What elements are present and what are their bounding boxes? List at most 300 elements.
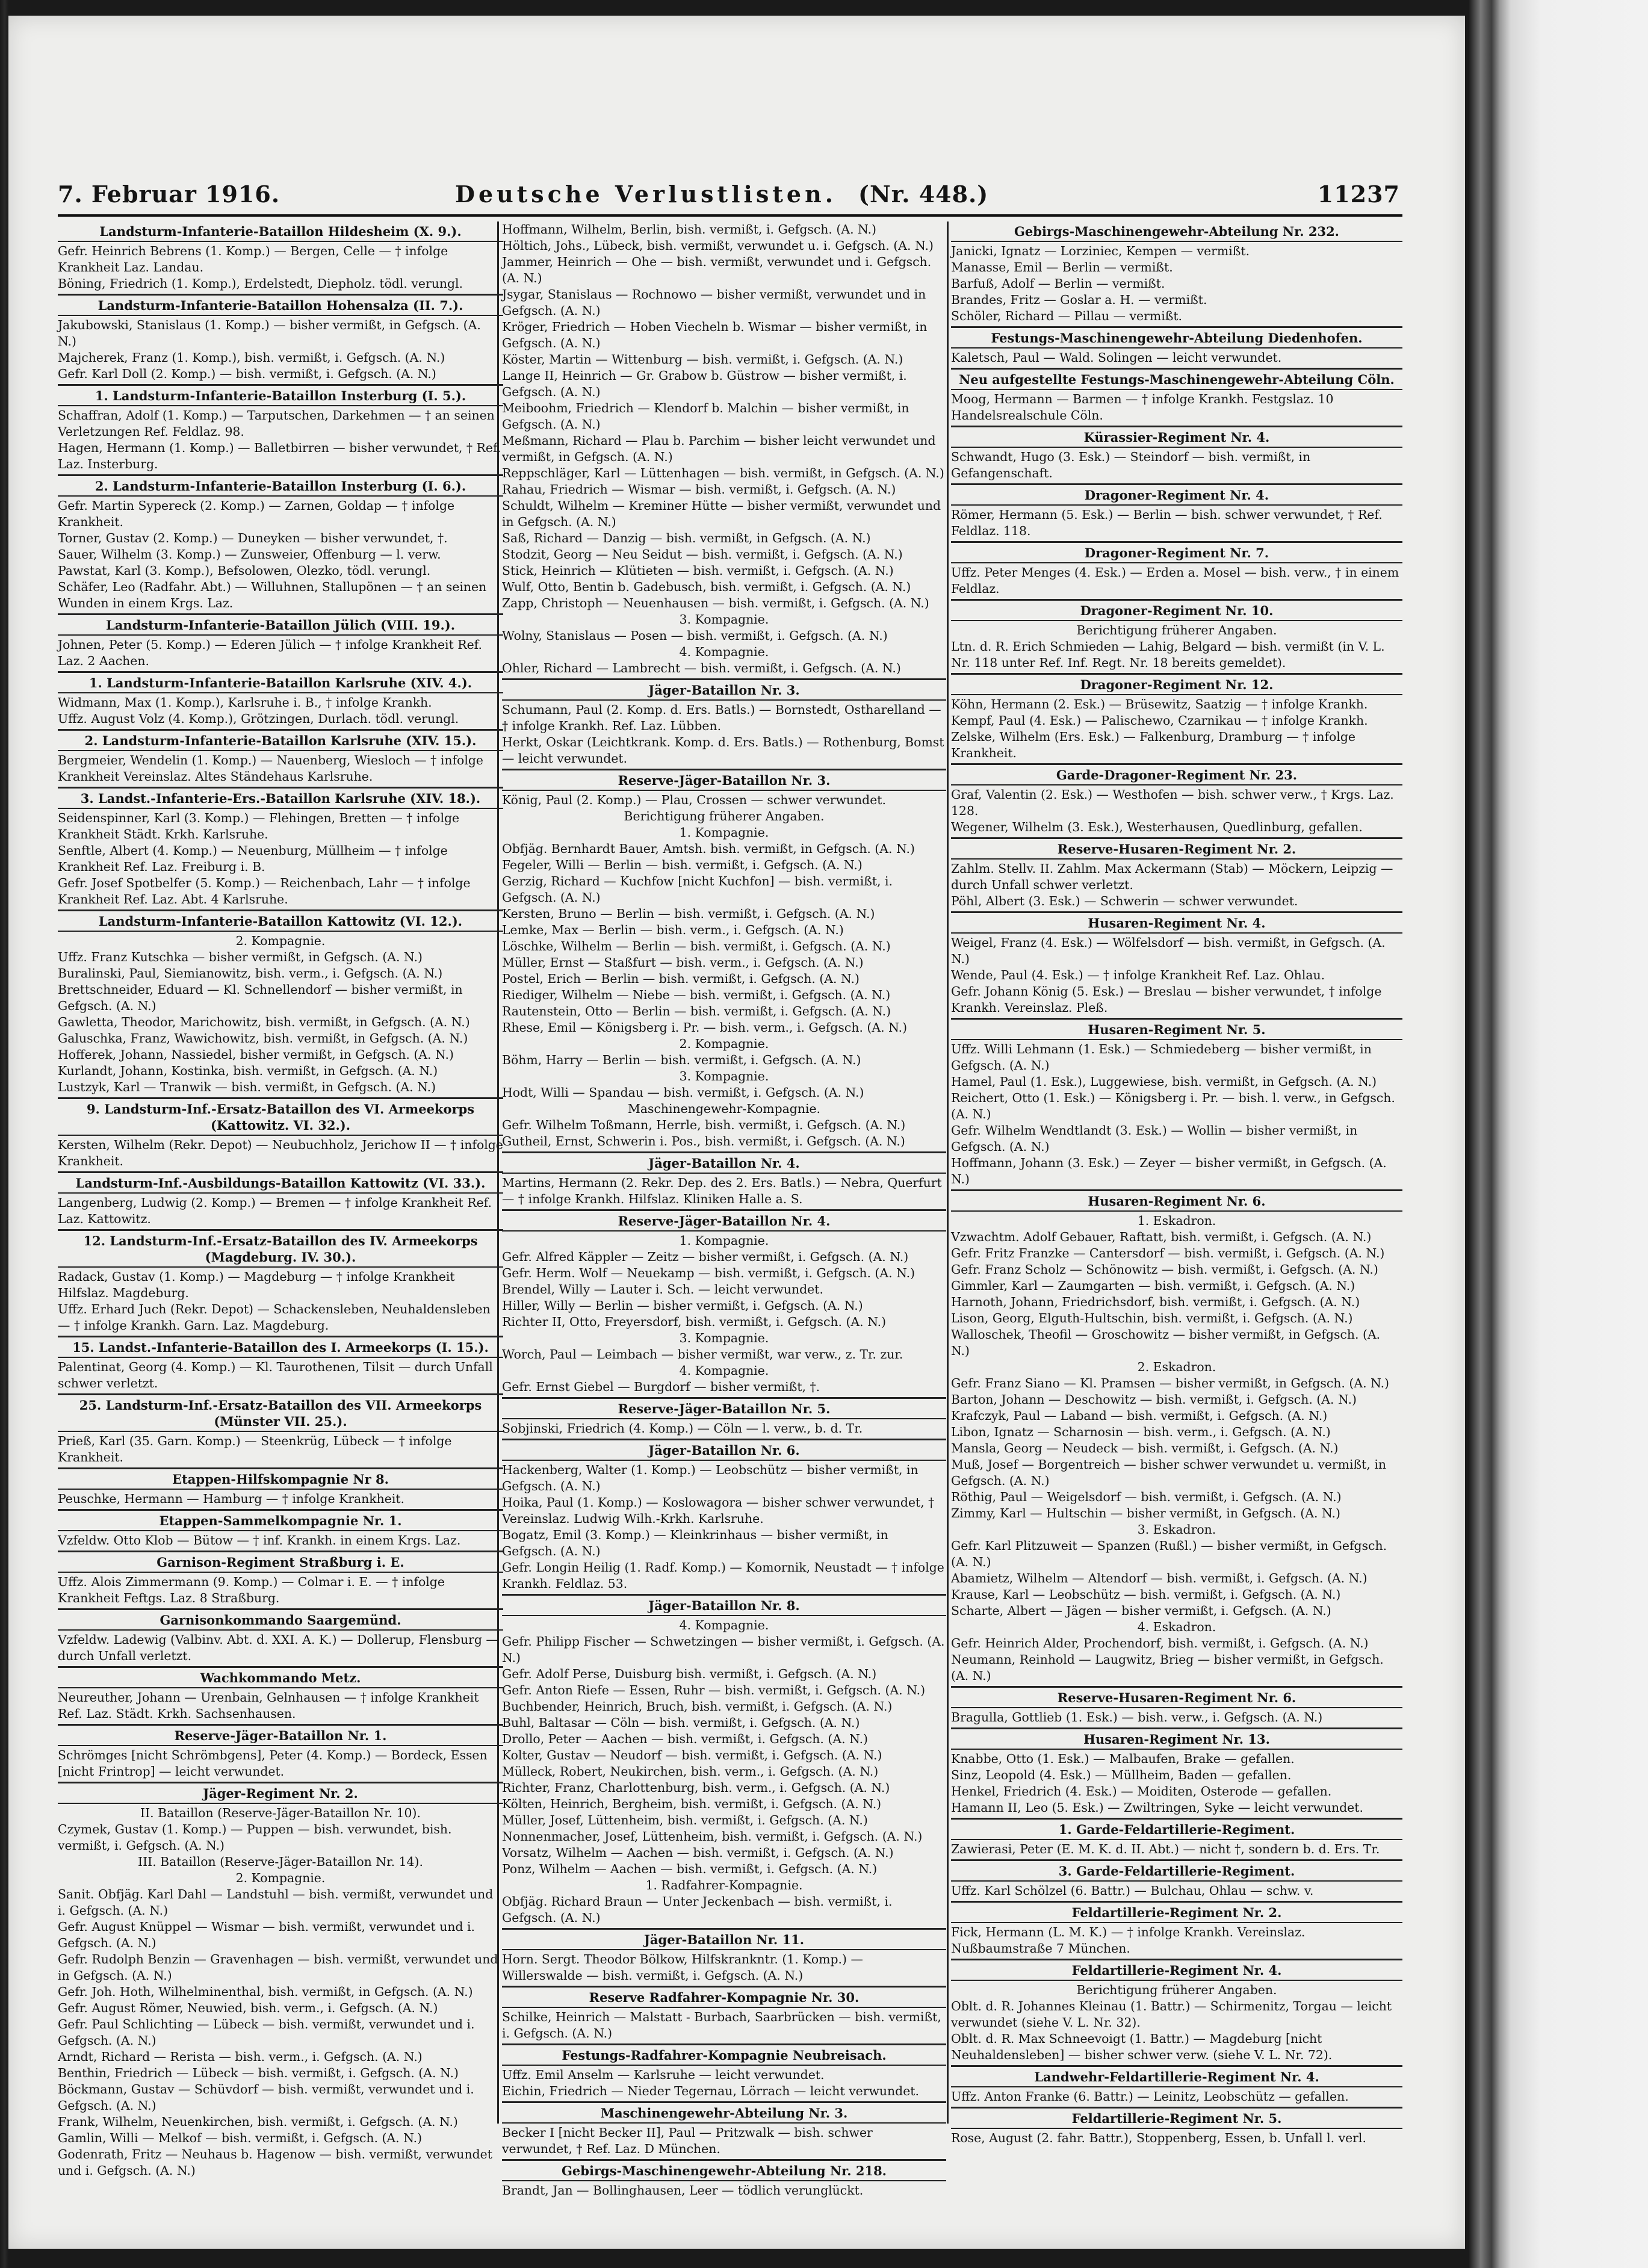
section-heading: Jäger-Regiment Nr. 2. (58, 1783, 503, 1804)
casualty-entry: Hodt, Willi — Spandau — bish. vermißt, i. Gefgsch. (A. N.) (502, 1085, 864, 1100)
regiment-section (502, 1594, 946, 1926)
regiment-section (58, 1336, 503, 1392)
casualty-entry: Buhl, Baltasar — Cöln — bish. vermißt, i. Gefgsch. (A. N.) (502, 1715, 860, 1730)
section-heading: 2. Landsturm-Infanterie-Bataillon Insterburg (I. 6.). (58, 476, 503, 497)
section-subheading: Berichtigung früherer Angaben. (624, 809, 825, 823)
regiment-section (951, 763, 1402, 835)
casualty-entry: Lison, Georg, Elguth-Hultschin, bish. vermißt, i. Gefgsch. (A. N.) (951, 1311, 1353, 1325)
casualty-entry: Gefr. Wilhelm Wendtlandt (3. Esk.) — Wollin — bisher vermißt, in Gefgsch. (A. N.) (951, 1123, 1358, 1154)
casualty-entry: Gamlin, Willi — Melkof — bish. vermißt, i. Gefgsch. (A. N.) (58, 2131, 423, 2145)
casualty-entry: Sauer, Wilhelm (3. Komp.) — Zunsweier, Offenburg — l. verw. (58, 547, 441, 562)
casualty-entry: Galuschka, Franz, Wawichowitz, bish. vermißt, in Gefgsch. (A. N.) (58, 1031, 468, 1046)
section-heading: 25. Landsturm-Inf.-Ersatz-Bataillon des VII. Armeekorps (Münster VII. 25.). (58, 1395, 503, 1432)
regiment-section (58, 222, 503, 292)
section-heading: Dragoner-Regiment Nr. 10. (951, 601, 1402, 621)
regiment-section (951, 326, 1402, 366)
casualty-entry: Uffz. August Volz (4. Komp.), Grötzingen, Durlach. tödl. verungl. (58, 711, 459, 726)
casualty-entry: Frank, Wilhelm, Neuenkirchen, bish. vermißt, i. Gefgsch. (A. N.) (58, 2115, 458, 2129)
section-heading: 3. Landst.-Infanterie-Ers.-Bataillon Karlsruhe (XIV. 18.). (58, 789, 503, 809)
casualty-entry: Moog, Hermann — Barmen — † infolge Krankh. Festgslaz. 10 Handelsrealschule Cöln. (951, 392, 1334, 423)
casualty-entry: Radack, Gustav (1. Komp.) — Magdeburg — † infolge Krankheit Hilfslaz. Magdeburg. (58, 1269, 455, 1300)
section-heading: Garnisonkommando Saargemünd. (58, 1610, 503, 1631)
casualty-entry: Vzfeldw. Otto Klob — Bütow — † inf. Krankh. in einem Krgs. Laz. (58, 1533, 461, 1548)
regiment-section (951, 599, 1402, 671)
casualty-entry: Uffz. Alois Zimmermann (9. Komp.) — Colmar i. E. — † infolge Krankheit Feftgs. Laz. 8 Straßburg. (58, 1575, 445, 1605)
section-heading: Festungs-Radfahrer-Kompagnie Neubreisach. (502, 2045, 946, 2066)
casualty-entry: Zimmy, Karl — Hultschin — bisher vermißt, in Gefgsch. (A. N.) (951, 1506, 1340, 1520)
casualty-entry: Horn. Sergt. Theodor Bölkow, Hilfskrankntr. (1. Komp.) — Willerswalde — bish. vermißt, i. Gefgsch. (A. N.) (502, 1952, 863, 1983)
casualty-entry: Obfjäg. Richard Braun — Unter Jeckenbach — bish. vermißt, i. Gefgsch. (A. N.) (502, 1894, 893, 1925)
section-heading: Jäger-Bataillon Nr. 6. (502, 1440, 946, 1461)
casualty-entry: Godenrath, Fritz — Neuhaus b. Hagenow — bish. vermißt, verwundet und i. Gefgsch. (A. N.) (58, 2147, 492, 2178)
header-date: 7. Februar 1916. (58, 181, 280, 208)
regiment-section (58, 1097, 503, 1170)
casualty-entry: Lemke, Max — Berlin — bish. verm., i. Gefgsch. (A. N.) (502, 923, 844, 937)
section-heading: Feldartillerie-Regiment Nr. 2. (951, 1903, 1402, 1923)
casualty-entry: Drollo, Peter — Aachen — bish. vermißt, i. Gefgsch. (A. N.) (502, 1732, 869, 1746)
casualty-entry: Hoffmann, Johann (3. Esk.) — Zeyer — bisher vermißt, in Gefgsch. (A. N.) (951, 1156, 1387, 1186)
casualty-entry: Schäfer, Leo (Radfahr. Abt.) — Willuhnen, Stallupönen — † an seinen Wunden in einem Krgs. Laz. (58, 580, 487, 610)
regiment-section (951, 1189, 1402, 1684)
casualty-entry: Pawstat, Karl (3. Komp.), Befsolowen, Olezko, tödl. verungl. (58, 563, 431, 578)
casualty-entry: Költen, Heinrich, Bergheim, bish. vermißt, i. Gefgsch. (A. N.) (502, 1797, 882, 1811)
casualty-entry: Walloschek, Theofil — Groschowitz — bisher vermißt, in Gefgsch. (A. N.) (951, 1327, 1381, 1358)
casualty-entry: Krafczyk, Paul — Laband — bish. vermißt, i. Gefgsch. (A. N.) (951, 1408, 1328, 1423)
section-heading: Etappen-Sammelkompagnie Nr. 1. (58, 1511, 503, 1531)
regiment-section (502, 2043, 946, 2099)
section-subheading: Berichtigung früherer Angaben. (1076, 623, 1277, 637)
casualty-entry: Gefr. Anton Riefe — Essen, Ruhr — bish. vermißt, i. Gefgsch. (A. N.) (502, 1683, 926, 1697)
casualty-entry: Gefr. Paul Schlichting — Lübeck — bish. vermißt, verwundet und i. Gefgsch. (A. N.) (58, 2017, 475, 2048)
casualty-entry: Schöler, Richard — Pillau — vermißt. (951, 309, 1183, 323)
casualty-entry: Gimmler, Karl — Zaumgarten — bish. vermißt, i. Gefgsch. (A. N.) (951, 1278, 1355, 1293)
section-subheading: 2. Kompagnie. (679, 1036, 769, 1051)
regiment-section (951, 2107, 1402, 2146)
casualty-entry: Vzwachtm. Adolf Gebauer, Raftatt, bish. vermißt, i. Gefgsch. (A. N.) (951, 1230, 1372, 1244)
section-heading: Landsturm-Infanterie-Bataillon Jülich (VIII. 19.). (58, 615, 503, 636)
column-divider (947, 222, 949, 2124)
casualty-entry: Wulf, Otto, Bentin b. Gadebusch, bish. vermißt, i. Gefgsch. (A. N.) (502, 580, 911, 594)
section-heading: Dragoner-Regiment Nr. 12. (951, 675, 1402, 695)
section-subheading: 1. Eskadron. (1137, 1213, 1216, 1228)
section-subheading: 1. Radfahrer-Kompagnie. (645, 1878, 803, 1892)
casualty-entry: Zapp, Christoph — Neuenhausen — bish. vermißt, i. Gefgsch. (A. N.) (502, 596, 929, 610)
casualty-entry: Rautenstein, Otto — Berlin — bish. vermißt, i. Gefgsch. (A. N.) (502, 1004, 891, 1018)
section-subheading: 3. Eskadron. (1137, 1522, 1216, 1537)
casualty-entry: Mülleck, Robert, Neukirchen, bish. verm., i. Gefgsch. (A. N.) (502, 1764, 879, 1779)
section-heading: Dragoner-Regiment Nr. 7. (951, 543, 1402, 563)
casualty-entry: Gutheil, Ernst, Schwerin i. Pos., bish. vermißt, i. Gefgsch. (A. N.) (502, 1134, 905, 1148)
casualty-entry: Gefr. Ernst Giebel — Burgdorf — bisher vermißt, †. (502, 1380, 820, 1394)
section-heading: Reserve Radfahrer-Kompagnie Nr. 30. (502, 1988, 946, 2008)
section-heading: Husaren-Regiment Nr. 5. (951, 1020, 1402, 1040)
casualty-entry: Gefr. Martin Sypereck (2. Komp.) — Zarnen, Goldap — † infolge Krankheit. (58, 498, 455, 529)
header-page-number: 11237 (1317, 181, 1400, 208)
casualty-entry: Seidenspinner, Karl (3. Komp.) — Flehingen, Bretten — † infolge Krankheit Städt. Krkh. Karlsruhe. (58, 811, 460, 841)
column-3 (951, 222, 1402, 2145)
casualty-entry: Wegener, Wilhelm (3. Esk.), Westerhausen, Quedlinburg, gefallen. (951, 820, 1363, 834)
casualty-entry: Gerzig, Richard — Kuchfow [nicht Kuchfon] — bish. vermißt, i. Gefgsch. (A. N.) (502, 874, 893, 905)
casualty-entry: Johnen, Peter (5. Komp.) — Ederen Jülich — † infolge Krankheit Ref. Laz. 2 Aachen. (58, 637, 482, 668)
casualty-entry: Gefr. Johann König (5. Esk.) — Breslau — bisher verwundet, † infolge Krankh. Vereinslaz. Pleß. (951, 984, 1382, 1015)
casualty-entry: Meiboohm, Friedrich — Klendorf b. Malchin — bisher vermißt, in Gefgsch. (A. N.) (502, 401, 909, 432)
casualty-entry: Gefr. Franz Siano — Kl. Pramsen — bisher vermißt, in Gefgsch. (A. N.) (951, 1376, 1390, 1390)
casualty-entry: Gefr. Heinrich Bebrens (1. Komp.) — Bergen, Celle — † infolge Krankheit Laz. Landau. (58, 244, 448, 274)
regiment-section (502, 1397, 946, 1437)
casualty-entry: Buralinski, Paul, Siemianowitz, bish. verm., i. Gefgsch. (A. N.) (58, 966, 443, 981)
casualty-entry: Rose, August (2. fahr. Battr.), Stoppenberg, Essen, b. Unfall l. verl. (951, 2131, 1366, 2145)
casualty-entry: Uffz. Karl Schölzel (6. Battr.) — Bulchau, Ohlau — schw. v. (951, 1883, 1314, 1898)
section-heading: Jäger-Bataillon Nr. 8. (502, 1596, 946, 1616)
casualty-entry: Worch, Paul — Leimbach — bisher vermißt, war verw., z. Tr. zur. (502, 1347, 903, 1362)
section-heading: Festungs-Maschinengewehr-Abteilung Diedenhofen. (951, 328, 1402, 349)
casualty-entry: Uffz. Anton Franke (6. Battr.) — Leinitz, Leobschütz — gefallen. (951, 2089, 1349, 2104)
casualty-entry: Gefr. Rudolph Benzin — Gravenhagen — bish. vermißt, verwundet und in Gefgsch. (A. N.) (58, 1952, 498, 1983)
section-heading: Garde-Dragoner-Regiment Nr. 23. (951, 765, 1402, 785)
casualty-entry: Schumann, Paul (2. Komp. d. Ers. Batls.) — Bornstedt, Ostharelland — † infolge Krankh. Ref. Laz. Lübben. (502, 702, 941, 733)
section-subheading: 2. Kompagnie. (235, 934, 326, 948)
section-subheading: 3. Kompagnie. (679, 1331, 769, 1345)
section-heading: Gebirgs-Maschinengewehr-Abteilung Nr. 218. (502, 2161, 946, 2181)
casualty-entry: Rhese, Emil — Königsberg i. Pr. — bish. verm., i. Gefgsch. (A. N.) (502, 1020, 908, 1035)
casualty-entry: Uffz. Emil Anselm — Karlsruhe — leicht verwundet. (502, 2068, 825, 2082)
regiment-section (951, 1818, 1402, 1857)
casualty-entry: Römer, Hermann (5. Esk.) — Berlin — bish. schwer verwundet, † Ref. Feldlaz. 118. (951, 507, 1383, 538)
casualty-entry: Zahlm. Stellv. II. Zahlm. Max Ackermann (Stab) — Möckern, Leipzig — durch Unfall schwer verletzt. (951, 861, 1393, 892)
casualty-entry: Löschke, Wilhelm — Berlin — bish. vermißt, i. Gefgsch. (A. N.) (502, 939, 891, 953)
regiment-section (58, 1509, 503, 1549)
section-heading: 2. Landsturm-Infanterie-Bataillon Karlsruhe (XIV. 15.). (58, 731, 503, 751)
regiment-section (58, 671, 503, 727)
section-subheading: 4. Kompagnie. (679, 645, 769, 659)
section-heading: Neu aufgestellte Festungs-Maschinengewehr-Abteilung Cöln. (951, 370, 1402, 390)
regiment-section (502, 1209, 946, 1395)
section-heading: Reserve-Jäger-Bataillon Nr. 4. (502, 1211, 946, 1232)
regiment-section (951, 1686, 1402, 1726)
casualty-entry: Schwandt, Hugo (3. Esk.) — Steindorf — bish. vermißt, in Gefangenschaft. (951, 450, 1311, 480)
casualty-entry: Graf, Valentin (2. Esk.) — Westhofen — bish. schwer verw., † Krgs. Laz. 128. (951, 787, 1394, 818)
casualty-entry: Hoffmann, Wilhelm, Berlin, bish. vermißt, i. Gefgsch. (A. N.) (502, 222, 877, 237)
casualty-entry: Lustzyk, Karl — Tranwik — bish. vermißt, in Gefgsch. (A. N.) (58, 1080, 436, 1094)
casualty-entry: Harnoth, Johann, Friedrichsdorf, bish. vermißt, i. Gefgsch. (A. N.) (951, 1295, 1360, 1309)
section-heading: Reserve-Husaren-Regiment Nr. 6. (951, 1688, 1402, 1708)
casualty-entry: Müller, Josef, Lüttenheim, bish. vermißt, i. Gefgsch. (A. N.) (502, 1813, 868, 1827)
casualty-entry: Gefr. Franz Scholz — Schönowitz — bish. vermißt, i. Gefgsch. (A. N.) (951, 1262, 1378, 1277)
casualty-entry: Ponz, Wilhelm — Aachen — bish. vermißt, i. Gefgsch. (A. N.) (502, 1862, 878, 1876)
casualty-entry: Torner, Gustav (2. Komp.) — Duneyken — bisher verwundet, †. (58, 531, 448, 545)
casualty-entry: Nonnenmacher, Josef, Lüttenheim, bish. vermißt, i. Gefgsch. (A. N.) (502, 1829, 923, 1844)
regiment-section (58, 474, 503, 612)
casualty-entry: Hamel, Paul (1. Esk.), Luggewiese, bish. vermißt, in Gefgsch. (A. N.) (951, 1074, 1377, 1089)
casualty-entry: Schuldt, Wilhelm — Kreminer Hütte — bisher vermißt, verwundet und in Gefgsch. (A. N.) (502, 498, 941, 529)
section-heading: 1. Landsturm-Infanterie-Bataillon Insterburg (I. 5.). (58, 386, 503, 406)
section-subheading: 4. Eskadron. (1137, 1620, 1216, 1634)
casualty-entry: Gefr. August Römer, Neuwied, bish. verm., i. Gefgsch. (A. N.) (58, 2001, 438, 2015)
casualty-entry: Abamietz, Wilhelm — Altendorf — bish. vermißt, i. Gefgsch. (A. N.) (951, 1571, 1368, 1585)
casualty-entry: Czymek, Gustav (1. Komp.) — Puppen — bish. verwundet, bish. vermißt, i. Gefgsch. (A. N.) (58, 1822, 452, 1853)
casualty-entry: Majcherek, Franz (1. Komp.), bish. vermißt, i. Gefgsch. (A. N.) (58, 350, 445, 365)
casualty-entry: Röthig, Paul — Weigelsdorf — bish. vermißt, i. Gefgsch. (A. N.) (951, 1490, 1342, 1504)
section-subheading: Maschinengewehr-Kompagnie. (627, 1101, 821, 1116)
regiment-section (951, 1901, 1402, 1957)
section-heading: Landsturm-Infanterie-Bataillon Hildesheim (X. 9.). (58, 222, 503, 242)
casualty-entry: Eichin, Friedrich — Nieder Tegernau, Lörrach — leicht verwundet. (502, 2084, 919, 2098)
regiment-section (502, 1928, 946, 1984)
regiment-section (58, 384, 503, 472)
casualty-entry: Gawletta, Theodor, Marichowitz, bish. vermißt, in Gefgsch. (A. N.) (58, 1015, 470, 1029)
casualty-entry: Köster, Martin — Wittenburg — bish. vermißt, i. Gefgsch. (A. N.) (502, 352, 903, 367)
casualty-entry: Gefr. Longin Heilig (1. Radf. Komp.) — Komornik, Neustadt — † infolge Krankh. Feldlaz. 53. (502, 1560, 944, 1591)
casualty-entry: Ohler, Richard — Lambrecht — bish. vermißt, i. Gefgsch. (A. N.) (502, 661, 901, 675)
casualty-entry: Prieß, Karl (35. Garn. Komp.) — Steenkrüg, Lübeck — † infolge Krankheit. (58, 1434, 452, 1464)
casualty-entry: Widmann, Max (1. Komp.), Karlsruhe i. B., † infolge Krankh. (58, 695, 432, 710)
casualty-entry: Stick, Heinrich — Klütieten — bish. vermißt, i. Gefgsch. (A. N.) (502, 563, 894, 578)
casualty-entry: Uffz. Franz Kutschka — bisher vermißt, in Gefgsch. (A. N.) (58, 950, 423, 964)
casualty-entry: Zawierasi, Peter (E. M. K. d. II. Abt.) — nicht †, sondern b. d. Ers. Tr. (951, 1842, 1380, 1856)
casualty-entry: Arndt, Richard — Rerista — bish. verm., i. Gefgsch. (A. N.) (58, 2050, 423, 2064)
casualty-entry: Gefr. Josef Spotbelfer (5. Komp.) — Reichenbach, Lahr — † infolge Krankheit Ref. Laz. Abt. 4 Karlsruhe. (58, 876, 471, 906)
casualty-entry: Brettschneider, Eduard — Kl. Schnellendorf — bisher vermißt, in Gefgsch. (A. N.) (58, 982, 463, 1013)
regiment-section (58, 1467, 503, 1507)
section-heading: Reserve-Jäger-Bataillon Nr. 1. (58, 1726, 503, 1746)
casualty-entry: Brandes, Fritz — Goslar a. H. — vermißt. (951, 293, 1207, 307)
regiment-section (951, 541, 1402, 597)
casualty-entry: Gefr. Heinrich Alder, Prochendorf, bish. vermißt, i. Gefgsch. (A. N.) (951, 1636, 1369, 1650)
regiment-section (951, 1959, 1402, 2063)
casualty-entry: Müller, Ernst — Staßfurt — bish. verm., i. Gefgsch. (A. N.) (502, 955, 864, 970)
section-subheading: 3. Kompagnie. (679, 612, 769, 627)
casualty-entry: Scharte, Albert — Jägen — bisher vermißt, i. Gefgsch. (A. N.) (951, 1603, 1331, 1618)
section-heading: Feldartillerie-Regiment Nr. 4. (951, 1960, 1402, 1981)
casualty-entry: Rahau, Friedrich — Wismar — bish. vermißt, i. Gefgsch. (A. N.) (502, 482, 896, 497)
casualty-entry: Benthin, Friedrich — Lübeck — bish. vermißt, i. Gefgsch. (A. N.) (58, 2066, 459, 2080)
casualty-entry: Jsygar, Stanislaus — Rochnowo — bisher vermißt, verwundet und in Gefgsch. (A. N.) (502, 287, 926, 318)
casualty-entry: Riediger, Wilhelm — Niebe — bish. vermißt, i. Gefgsch. (A. N.) (502, 988, 891, 1002)
regiment-section (502, 678, 946, 767)
section-subheading: Berichtigung früherer Angaben. (1076, 1983, 1277, 1997)
casualty-entry: Manasse, Emil — Berlin — vermißt. (951, 260, 1173, 274)
casualty-entry: Barton, Johann — Deschowitz — bish. vermißt, i. Gefgsch. (A. N.) (951, 1392, 1357, 1407)
casualty-entry: Libon, Ignatz — Scharnosin — bish. verm., i. Gefgsch. (A. N.) (951, 1425, 1331, 1439)
section-heading: 15. Landst.-Infanterie-Bataillon des I. Armeekorps (I. 15.). (58, 1337, 503, 1358)
casualty-entry: Bragulla, Gottlieb (1. Esk.) — bish. verw., i. Gefgsch. (A. N.) (951, 1710, 1323, 1724)
casualty-entry: Kurlandt, Johann, Kostinka, bish. vermißt, in Gefgsch. (A. N.) (58, 1064, 438, 1078)
casualty-entry: Richter, Franz, Charlottenburg, bish. verm., i. Gefgsch. (A. N.) (502, 1780, 890, 1795)
section-heading: Jäger-Bataillon Nr. 11. (502, 1930, 946, 1950)
header-issue-number: (Nr. 448.) (858, 181, 989, 208)
casualty-entry: Sanit. Obfjäg. Karl Dahl — Landstuhl — bish. vermißt, verwundet und i. Gefgsch. (A. N.) (58, 1887, 494, 1918)
casualty-entry: Wolny, Stanislaus — Posen — bish. vermißt, i. Gefgsch. (A. N.) (502, 628, 888, 643)
casualty-entry: Gefr. Philipp Fischer — Schwetzingen — bisher vermißt, i. Gefgsch. (A. N.) (502, 1634, 945, 1665)
regiment-section (951, 837, 1402, 909)
column-1 (58, 222, 503, 2178)
casualty-entry: Böning, Friedrich (1. Komp.), Erdelstedt, Diepholz. tödl. verungl. (58, 276, 463, 291)
regiment-section (58, 613, 503, 669)
casualty-entry: Richter II, Otto, Freyersdorf, bish. vermißt, i. Gefgsch. (A. N.) (502, 1315, 887, 1329)
section-heading: Jäger-Bataillon Nr. 4. (502, 1153, 946, 1174)
section-heading: Landwehr-Feldartillerie-Regiment Nr. 4. (951, 2067, 1402, 2087)
header-title: Deutsche Verlustlisten. (455, 181, 837, 208)
casualty-entry: Buchbender, Heinrich, Bruch, bish. vermißt, i. Gefgsch. (A. N.) (502, 1699, 893, 1714)
section-heading: Landsturm-Infanterie-Bataillon Hohensalza (II. 7.). (58, 296, 503, 316)
casualty-entry: Hoika, Paul (1. Komp.) — Koslowagora — bisher schwer verwundet, † Vereinslaz. Ludwig Wilh.-Krkh. Karlsruhe. (502, 1495, 935, 1526)
regiment-section (58, 1393, 503, 1466)
casualty-entry: Kersten, Bruno — Berlin — bish. vermißt, i. Gefgsch. (A. N.) (502, 906, 875, 921)
casualty-entry: Hiller, Willy — Berlin — bisher vermißt, i. Gefgsch. (A. N.) (502, 1298, 863, 1313)
regiment-section (58, 1724, 503, 1780)
casualty-entry: Senftle, Albert (4. Komp.) — Neuenburg, Müllheim — † infolge Krankheit Ref. Laz. Freiburg i. B. (58, 843, 448, 874)
casualty-entry: Neumann, Reinhold — Laugwitz, Brieg — bisher vermißt, in Gefgsch. (A. N.) (951, 1652, 1384, 1683)
casualty-entry: Postel, Erich — Berlin — bish. vermißt, i. Gefgsch. (A. N.) (502, 971, 860, 986)
casualty-entry: Knabbe, Otto (1. Esk.) — Malbaufen, Brake — gefallen. (951, 1752, 1295, 1766)
casualty-entry: Neureuther, Johann — Urenbain, Gelnhausen — † infolge Krankheit Ref. Laz. Städt. Krkh. Sachsenhausen. (58, 1690, 479, 1721)
regiment-section (58, 787, 503, 908)
casualty-entry: Hamann II, Leo (5. Esk.) — Zwiltringen, Syke — leicht verwundet. (951, 1800, 1363, 1815)
casualty-entry: Kaletsch, Paul — Wald. Solingen — leicht verwundet. (951, 350, 1282, 365)
section-subheading: 3. Kompagnie. (679, 1069, 769, 1083)
casualty-entry: Pöhl, Albert (3. Esk.) — Schwerin — schwer verwundet. (951, 894, 1298, 908)
casualty-entry: Uffz. Willi Lehmann (1. Esk.) — Schmiedeberg — bisher vermißt, in Gefgsch. (A. N.) (951, 1042, 1372, 1073)
casualty-entry: Kempf, Paul (4. Esk.) — Palischewo, Czarnikau — † infolge Krankh. (951, 713, 1368, 728)
section-subheading: 1. Kompagnie. (679, 1233, 769, 1248)
section-heading: 12. Landsturm-Inf.-Ersatz-Bataillon des IV. Armeekorps (Magdeburg. IV. 30.). (58, 1231, 503, 1268)
regiment-section (502, 1439, 946, 1592)
casualty-entry: Böhm, Harry — Berlin — bish. vermißt, i. Gefgsch. (A. N.) (502, 1053, 861, 1067)
casualty-entry: Gefr. Wilhelm Toßmann, Herrle, bish. vermißt, i. Gefgsch. (A. N.) (502, 1118, 906, 1132)
regiment-section (58, 1666, 503, 1722)
casualty-entry: Gefr. Karl Plitzuweit — Spanzen (Rußl.) — bisher vermißt, in Gefgsch. (A. N.) (951, 1538, 1387, 1569)
casualty-entry: Zelske, Wilhelm (Ers. Esk.) — Falkenburg, Dramburg — † infolge Krankheit. (951, 730, 1355, 760)
casualty-entry: Hackenberg, Walter (1. Komp.) — Leobschütz — bisher vermißt, in Gefgsch. (A. N.) (502, 1463, 918, 1493)
casualty-entry: Oblt. d. R. Johannes Kleinau (1. Battr.) — Schirmenitz, Torgau — leicht verwundet (siehe V. L. Nr. 32). (951, 1999, 1392, 2030)
regiment-section (951, 911, 1402, 1016)
casualty-entry: König, Paul (2. Komp.) — Plau, Crossen — schwer verwundet. (502, 793, 886, 807)
regiment-section (502, 222, 946, 677)
casualty-entry: Martins, Hermann (2. Rekr. Dep. des 2. Ers. Batls.) — Nebra, Querfurt — † infolge Krankh. Hilfslaz. Kliniken Halle a. S. (502, 1176, 942, 1206)
section-heading: 9. Landsturm-Inf.-Ersatz-Bataillon des VI. Armeekorps (Kattowitz. VI. 32.). (58, 1099, 503, 1136)
casualty-entry: Gefr. Joh. Hoth, Wilhelminenthal, bish. vermißt, in Gefgsch. (A. N.) (58, 1984, 473, 1999)
casualty-entry: Saß, Richard — Danzig — bish. vermißt, in Gefgsch. (A. N.) (502, 531, 871, 545)
casualty-entry: Gefr. Adolf Perse, Duisburg bish. vermißt, i. Gefgsch. (A. N.) (502, 1667, 877, 1681)
section-heading: Kürassier-Regiment Nr. 4. (951, 427, 1402, 448)
regiment-section (502, 2101, 946, 2157)
casualty-entry: Vzfeldw. Ladewig (Valbinv. Abt. d. XXI. A. K.) — Dollerup, Flensburg — durch Unfall verletzt. (58, 1632, 498, 1663)
casualty-entry: Brendel, Willy — Lauter i. Sch. — leicht verwundet. (502, 1282, 823, 1297)
casualty-entry: Böckmann, Gustav — Schüvdorf — bish. vermißt, verwundet und i. Gefgsch. (A. N.) (58, 2082, 474, 2113)
casualty-entry: Langenberg, Ludwig (2. Komp.) — Bremen — † infolge Krankheit Ref. Laz. Kattowitz. (58, 1195, 492, 1226)
regiment-section (951, 368, 1402, 424)
casualty-entry: Kröger, Friedrich — Hoben Viecheln b. Wismar — bisher vermißt, in Gefgsch. (A. N.) (502, 320, 928, 350)
section-heading: Dragoner-Regiment Nr. 4. (951, 485, 1402, 506)
casualty-entry: Janicki, Ignatz — Lorziniec, Kempen — vermißt. (951, 244, 1250, 258)
section-heading: 3. Garde-Feldartillerie-Regiment. (951, 1861, 1402, 1882)
casualty-entry: Obfjäg. Bernhardt Bauer, Amtsh. bish. vermißt, in Gefgsch. (A. N.) (502, 841, 915, 856)
section-subheading: III. Bataillon (Reserve-Jäger-Bataillon Nr. 14). (138, 1854, 423, 1869)
casualty-entry: Fick, Hermann (L. M. K.) — † infolge Krankh. Vereinslaz. Nußbaumstraße 7 München. (951, 1925, 1306, 1956)
casualty-entry: Henkel, Friedrich (4. Esk.) — Moiditen, Osterode — gefallen. (951, 1784, 1332, 1799)
casualty-entry: Vorsatz, Wilhelm — Aachen — bish. vermißt, i. Gefgsch. (A. N.) (502, 1845, 894, 1860)
casualty-entry: Sinz, Leopold (4. Esk.) — Müllheim, Baden — gefallen. (951, 1768, 1292, 1782)
page-header (58, 181, 1400, 212)
regiment-section (58, 1171, 503, 1227)
section-heading: Landsturm-Infanterie-Bataillon Kattowitz (VI. 12.). (58, 911, 503, 932)
casualty-entry: Bogatz, Emil (3. Komp.) — Kleinkrinhaus — bisher vermißt, in Gefgsch. (A. N.) (502, 1528, 888, 1558)
casualty-entry: Gefr. Karl Doll (2. Komp.) — bish. vermißt, i. Gefgsch. (A. N.) (58, 367, 436, 381)
casualty-entry: Kersten, Wilhelm (Rekr. Depot) — Neubuchholz, Jerichow II — † infolge Krankheit. (58, 1138, 503, 1168)
casualty-entry: Lange II, Heinrich — Gr. Grabow b. Güstrow — bisher vermißt, i. Gefgsch. (A. N.) (502, 368, 907, 399)
regiment-section (951, 673, 1402, 761)
section-heading: 1. Landsturm-Infanterie-Bataillon Karlsruhe (XIV. 4.). (58, 673, 503, 693)
casualty-entry: Muß, Josef — Borgentreich — bisher schwer verwundet u. vermißt, in Gefgsch. (A. N.) (951, 1457, 1386, 1488)
regiment-section (951, 222, 1402, 324)
section-heading: Wachkommando Metz. (58, 1668, 503, 1688)
section-heading: Landsturm-Inf.-Ausbildungs-Bataillon Kattowitz (VI. 33.). (58, 1173, 503, 1194)
casualty-entry: Barfuß, Adolf — Berlin — vermißt. (951, 276, 1165, 291)
section-subheading: 2. Eskadron. (1137, 1360, 1216, 1374)
regiment-section (502, 2159, 946, 2199)
column-2 (502, 222, 946, 2198)
regiment-section (951, 1727, 1402, 1816)
regiment-section (502, 1151, 946, 1207)
header-rule (58, 214, 1402, 217)
casualty-entry: Palentinat, Georg (4. Komp.) — Kl. Taurothenen, Tilsit — durch Unfall schwer verletzt. (58, 1360, 493, 1390)
section-heading: Gebirgs-Maschinengewehr-Abteilung Nr. 232. (951, 222, 1402, 242)
casualty-entry: Stodzit, Georg — Neu Seidut — bish. vermißt, i. Gefgsch. (A. N.) (502, 547, 903, 562)
casualty-entry: Fegeler, Willi — Berlin — bish. vermißt, i. Gefgsch. (A. N.) (502, 858, 863, 872)
casualty-entry: Sobjinski, Friedrich (4. Komp.) — Cöln — l. verw., b. d. Tr. (502, 1421, 863, 1436)
casualty-entry: Brandt, Jan — Bollinghausen, Leer — tödlich verunglückt. (502, 2183, 864, 2198)
casualty-entry: Gefr. August Knüppel — Wismar — bish. vermißt, verwundet und i. Gefgsch. (A. N.) (58, 1919, 476, 1950)
section-subheading: 4. Kompagnie. (679, 1618, 769, 1632)
regiment-section (951, 426, 1402, 482)
casualty-entry: Schaffran, Adolf (1. Komp.) — Tarputschen, Darkehmen — † an seinen Verletzungen Ref. Feldlaz. 98. (58, 408, 495, 439)
casualty-entry: Gefr. Fritz Franzke — Cantersdorf — bish. vermißt, i. Gefgsch. (A. N.) (951, 1246, 1385, 1260)
regiment-section (58, 294, 503, 382)
regiment-section (58, 909, 503, 1095)
casualty-entry: Köhn, Hermann (2. Esk.) — Brüsewitz, Saatzig — † infolge Krankh. (951, 697, 1368, 711)
regiment-section (502, 1986, 946, 2042)
casualty-entry: Bergmeier, Wendelin (1. Komp.) — Nauenberg, Wiesloch — † infolge Krankheit Vereinslaz. Altes Ständehaus Karlsruhe. (58, 753, 483, 784)
casualty-entry: Hofferek, Johann, Nassiedel, bisher vermißt, in Gefgsch. (A. N.) (58, 1047, 454, 1062)
regiment-section (951, 483, 1402, 539)
regiment-section (58, 1608, 503, 1664)
casualty-entry: Wende, Paul (4. Esk.) — † infolge Krankheit Ref. Laz. Ohlau. (951, 968, 1325, 982)
section-heading: Jäger-Bataillon Nr. 3. (502, 680, 946, 701)
casualty-entry: Hagen, Hermann (1. Komp.) — Balletbirren — bisher verwundet, † Ref. Laz. Insterburg. (58, 441, 501, 471)
section-heading: Feldartillerie-Regiment Nr. 5. (951, 2108, 1402, 2129)
casualty-entry: Ltn. d. R. Erich Schmieden — Lahig, Belgard — bish. vermißt (in V. L. Nr. 118 unter Ref. Inf. Regt. Nr. 18 bereits gemeldet). (951, 639, 1385, 670)
section-subheading: II. Bataillon (Reserve-Jäger-Bataillon Nr. 10). (140, 1806, 421, 1820)
section-subheading: 4. Kompagnie. (679, 1363, 769, 1378)
casualty-entry: Reichert, Otto (1. Esk.) — Königsberg i. Pr. — bish. l. verw., in Gefgsch. (A. N.) (951, 1091, 1395, 1121)
casualty-entry: Schilke, Heinrich — Malstatt - Burbach, Saarbrücken — bish. vermißt, i. Gefgsch. (A. N.) (502, 2010, 941, 2040)
casualty-entry: Becker I [nicht Becker II], Paul — Pritzwalk — bish. schwer verwundet, † Ref. Laz. D München. (502, 2125, 873, 2156)
casualty-entry: Oblt. d. R. Max Schneevoigt (1. Battr.) — Magdeburg [nicht Neuhaldensleben] — bisher schwer verw. (siehe V. L. Nr. 72). (951, 2031, 1333, 2062)
casualty-entry: Peuschke, Hermann — Hamburg — † infolge Krankheit. (58, 1492, 405, 1506)
casualty-entry: Uffz. Erhard Juch (Rekr. Depot) — Schackensleben, Neuhaldensleben — † infolge Krankh. Garn. Laz. Magdeburg. (58, 1302, 491, 1333)
casualty-entry: Jammer, Heinrich — Ohe — bish. vermißt, verwundet und i. Gefgsch. (A. N.) (502, 255, 932, 285)
section-heading: Reserve-Jäger-Bataillon Nr. 3. (502, 770, 946, 791)
regiment-section (58, 1782, 503, 2179)
regiment-section (58, 1229, 503, 1334)
section-heading: Husaren-Regiment Nr. 6. (951, 1191, 1402, 1212)
casualty-entry: Jakubowski, Stanislaus (1. Komp.) — bisher vermißt, in Gefgsch. (A. N.) (58, 318, 481, 349)
casualty-entry: Herkt, Oskar (Leichtkrank. Komp. d. Ers. Batls.) — Rothenburg, Bomst — leicht verwundet. (502, 735, 944, 766)
section-subheading: 2. Kompagnie. (235, 1871, 326, 1885)
section-heading: 1. Garde-Feldartillerie-Regiment. (951, 1820, 1402, 1840)
section-heading: Garnison-Regiment Straßburg i. E. (58, 1552, 503, 1573)
casualty-entry: Reppschläger, Karl — Lüttenhagen — bish. vermißt, in Gefgsch. (A. N.) (502, 466, 944, 480)
